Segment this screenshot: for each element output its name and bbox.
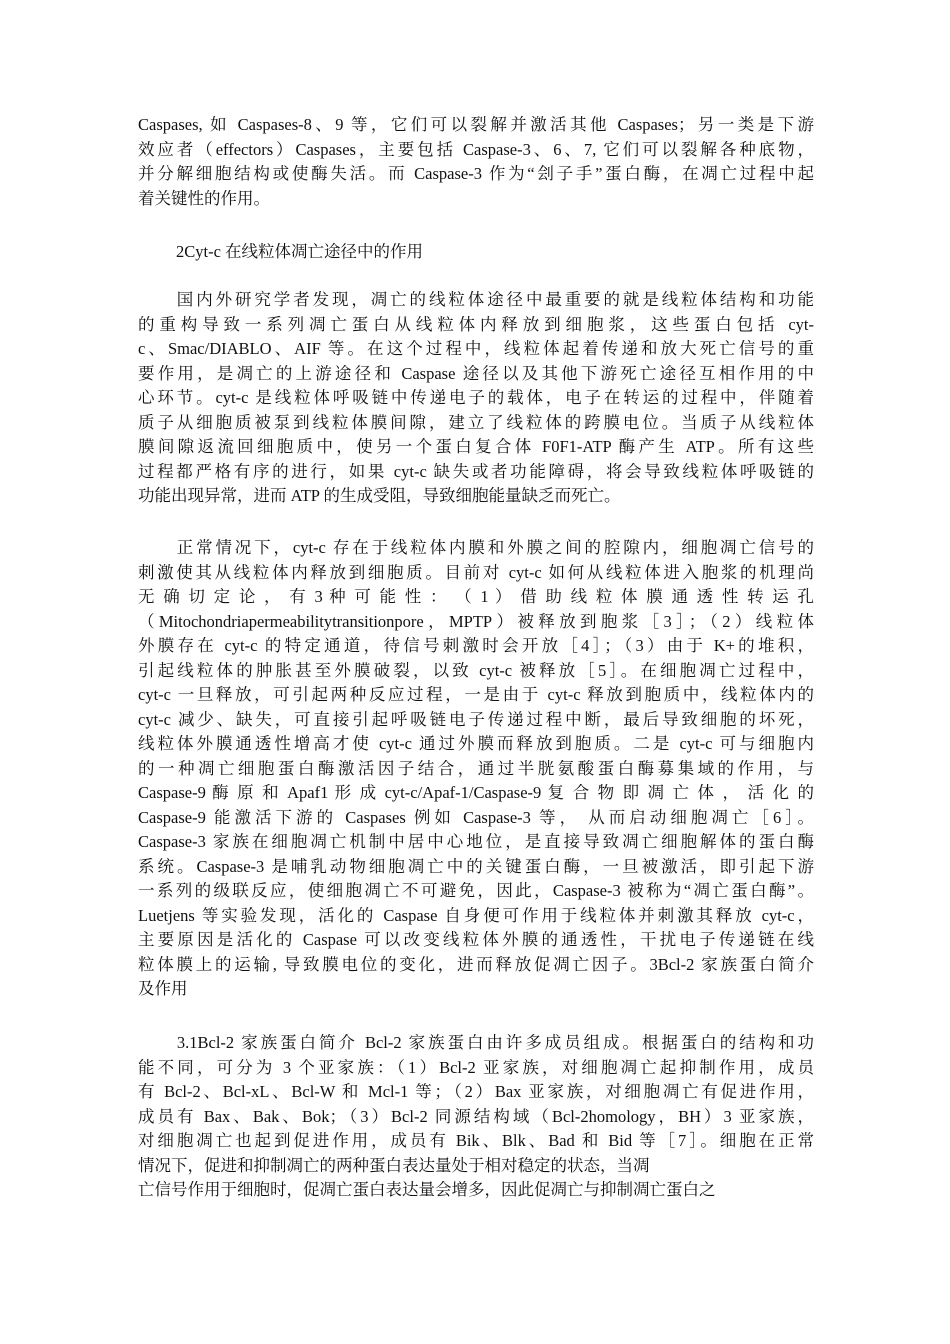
text-line: 3.1Bcl-2 家族蛋白简介 Bcl-2 家族蛋白由许多成员组成。根据蛋白的结构和功 (138, 1033, 814, 1052)
text-line: 粒体膜上的运输, 导致膜电位的变化，进而释放促凋亡因子。3Bcl-2 家族蛋白简介 (138, 954, 814, 974)
text-line: 及作用 (138, 979, 188, 998)
text-line: 有 Bcl-2、Bcl-xL、Bcl-W 和 Mcl-1 等；（2）Bax 亚家族，对细胞凋亡有促进作用， (138, 1082, 814, 1101)
text-line: c、Smac/DIABLO、AIF 等。在这个过程中，线粒体起着传递和放大死亡信号的重 (138, 339, 814, 358)
text-line: 效应者（effectors）Caspases，主要包括 Caspase-3、6、7, 它们可以裂解各种底物， (138, 139, 814, 159)
text-line: 国内外研究学者发现，凋亡的线粒体途径中最重要的就是线粒体结构和功能 (138, 290, 814, 309)
text-line: 系统。Caspase-3 是哺乳动物细胞凋亡中的关键蛋白酶，一旦被激活，即引起下游 (138, 856, 814, 876)
text-line: 心环节。cyt-c 是线粒体呼吸链中传递电子的载体，电子在转运的过程中，伴随着 (138, 388, 814, 407)
text-line: 主要原因是活化的 Caspase 可以改变线粒体外膜的通透性，干扰电子传递链在线 (138, 930, 814, 949)
text-line: 对细胞凋亡也起到促进作用，成员有 Bik、Blk、Bad 和 Bid 等［7］。细胞在正常 (138, 1131, 814, 1150)
text-line: cyt-c 一旦释放，可引起两种反应过程，一是由于 cyt-c 释放到胞质中，线粒体内的 (138, 685, 814, 704)
text-line: 一系列的级联反应，使细胞凋亡不可避免，因此，Caspase-3 被称为“凋亡蛋白酶”。 (138, 881, 814, 900)
text-line: Caspase-9 能激活下游的 Caspases 例如 Caspase-3 等， 从而启动细胞凋亡［6］。 (138, 807, 814, 827)
text-line: 的重构导致一系列凋亡蛋白从线粒体内释放到细胞浆，这些蛋白包括 cyt- (138, 314, 814, 334)
text-line: 要作用，是凋亡的上游途径和 Caspase 途径以及其他下游死亡途径互相作用的中 (138, 363, 814, 383)
text-line: 情况下，促进和抑制凋亡的两种蛋白表达量处于相对稳定的状态，当凋 (138, 1155, 650, 1175)
paragraph-caspase-intro (138, 113, 814, 211)
text-line: 能不同，可分为 3 个亚家族：（1）Bcl-2 亚家族，对细胞凋亡起抑制作用，成员 (138, 1057, 814, 1077)
text-line: 着关键性的作用。 (138, 188, 270, 208)
text-line: Caspase-3 家族在细胞凋亡机制中居中心地位，是直接导致凋亡细胞解体的蛋白酶 (138, 832, 814, 851)
text-line: 正常情况下，cyt-c 存在于线粒体内膜和外膜之间的腔隙内，细胞凋亡信号的 (138, 538, 814, 557)
text-line: 亡信号作用于细胞时，促凋亡蛋白表达量会增多，因此促凋亡与抑制凋亡蛋白之 (138, 1180, 716, 1199)
text-line: 质子从细胞质被泵到线粒体膜间隙，建立了线粒体的跨膜电位。当质子从线粒体 (138, 412, 814, 432)
text-line: 外膜存在 cyt-c 的特定通道，待信号刺激时会开放［4］；（3）由于 K+的堆积， (138, 636, 814, 655)
text-line: 的一种凋亡细胞蛋白酶激活因子结合，通过半胱氨酸蛋白酶募集域的作用，与 (138, 758, 814, 778)
text-line: 膜间隙返流回细胞质中，使另一个蛋白复合体 F0F1-ATP 酶产生 ATP。所有这些 (138, 437, 814, 456)
section-heading-2: 2Cyt-c 在线粒体凋亡途径中的作用 (176, 242, 424, 261)
text-line: 刺激使其从线粒体内释放到细胞质。目前对 cyt-c 如何从线粒体进入胞浆的机理尚 (138, 562, 814, 582)
text-line: cyt-c 减少、缺失，可直接引起呼吸链电子传递过程中断，最后导致细胞的坏死， (138, 709, 814, 729)
text-line: Caspases, 如 Caspases-8、9 等，它们可以裂解并激活其他 Caspases；另一类是下游 (138, 115, 814, 134)
paragraph-bcl2-family (138, 1031, 814, 1203)
text-line: 功能出现异常，进而 ATP 的生成受阻，导致细胞能量缺乏而死亡。 (138, 486, 621, 505)
text-line: Caspase-9 酶 原 和 Apaf1 形 成 cyt-c/Apaf-1/Caspase-9 复 合 物 即 凋 亡 体 ， 活 化 的 (138, 783, 814, 802)
text-line: Luetjens 等实验发现，活化的 Caspase 自身便可作用于线粒体并刺激其释放 cyt-c， (138, 905, 814, 925)
text-line: 无 确 切 定 论 ， 有 3 种 可 能 性 ： （ 1 ） 借 助 线 粒 体 膜 通 透 性 转 运 孔 (138, 587, 815, 606)
text-line: 引起线粒体的肿胀甚至外膜破裂，以致 cyt-c 被释放［5］。在细胞凋亡过程中， (138, 660, 814, 680)
paragraph-mitochondrial-pathway (138, 288, 814, 509)
text-line: 并分解细胞结构或使酶失活。而 Caspase-3 作为“刽子手”蛋白酶，在凋亡过程中起 (138, 164, 814, 183)
text-line: （Mitochondriapermeabilitytransitionpore，MPTP）被释放到胞浆［3］；（2）线粒体 (138, 611, 814, 631)
paragraph-cytc-release (138, 536, 814, 1002)
text-line: 线粒体外膜通透性增高才使 cyt-c 通过外膜而释放到胞质。二是 cyt-c 可与细胞内 (138, 734, 814, 753)
text-line: 过程都严格有序的进行，如果 cyt-c 缺失或者功能障碍，将会导致线粒体呼吸链的 (138, 461, 814, 481)
text-line: 成员有 Bax、Bak、Bok；（3）Bcl-2 同源结构域（Bcl-2homology，BH）3 亚家族， (138, 1106, 814, 1126)
